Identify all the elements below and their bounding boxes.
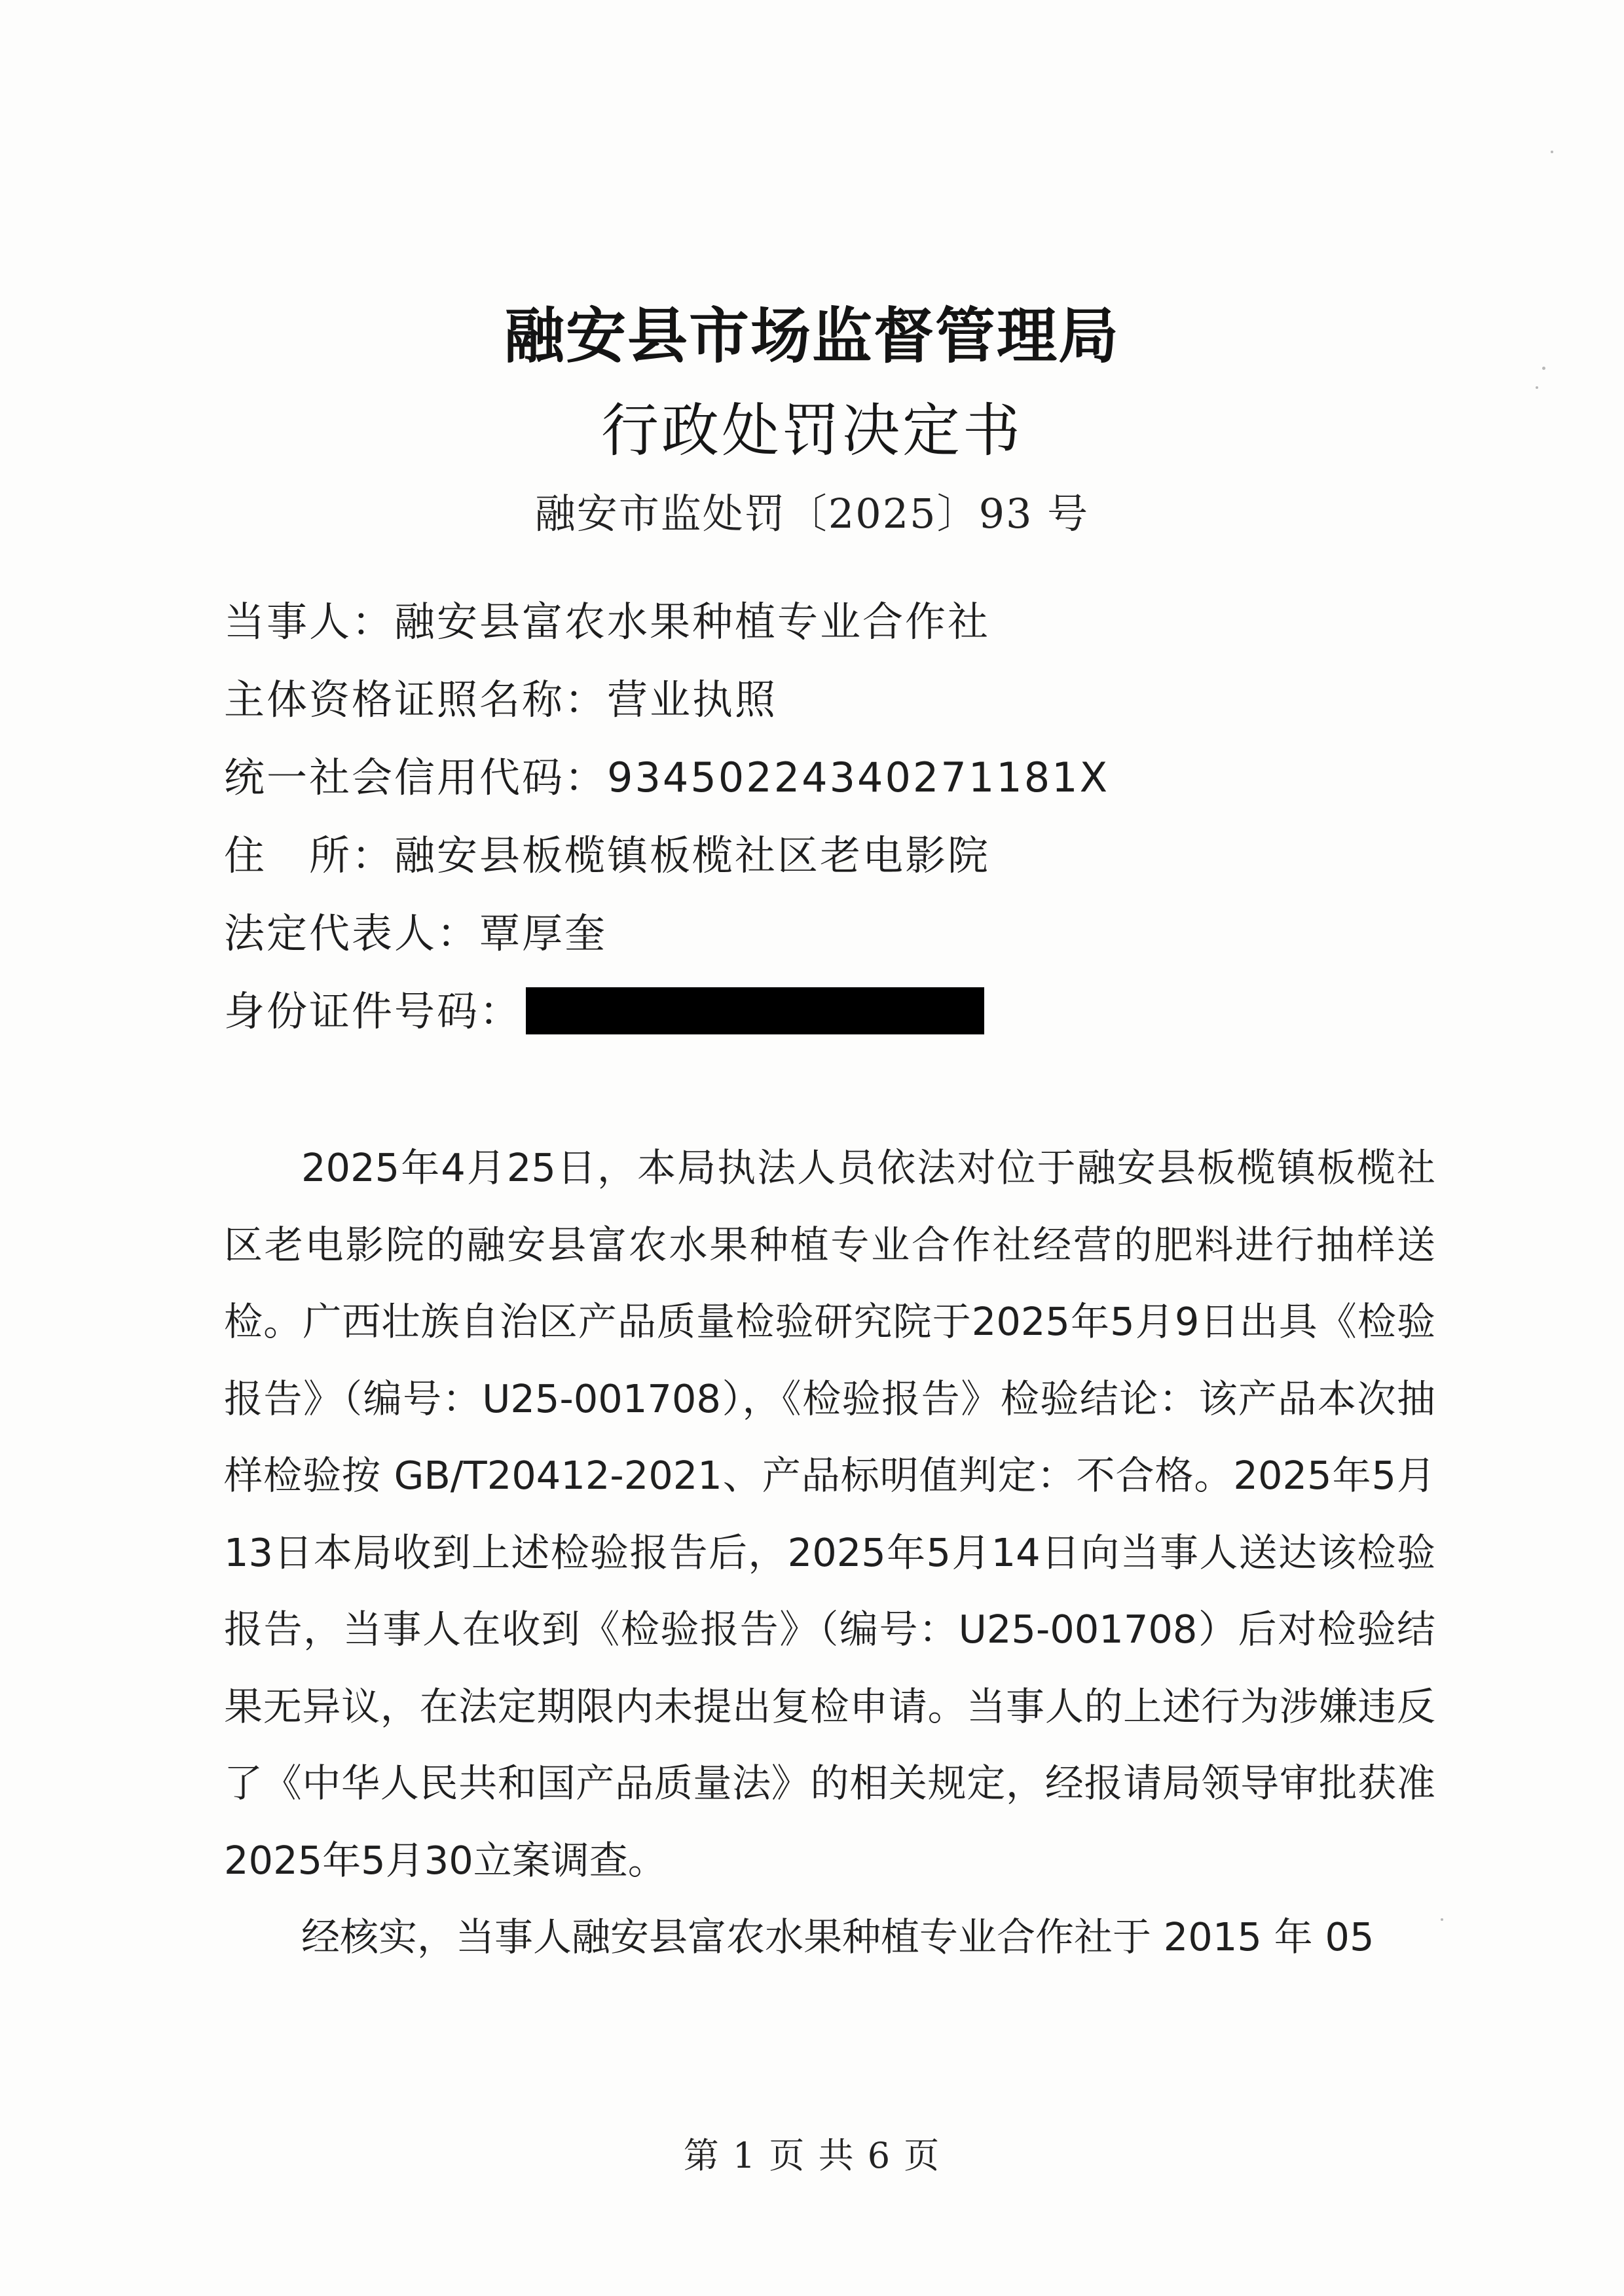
scan-speck <box>1551 151 1553 153</box>
document-number: 融安市监处罚〔2025〕93 号 <box>534 490 1090 538</box>
credit-code-value: 93450224340271181X <box>607 754 1110 801</box>
credit-code-label: 统一社会信用代码： <box>224 754 608 801</box>
page-number: 第 1 页 共 6 页 <box>683 2135 941 2176</box>
license-name-value: 营业执照 <box>607 676 778 723</box>
id-number-redaction <box>526 987 984 1034</box>
license-name-row <box>224 670 1109 748</box>
case-facts-paragraph: 2025年4月25日，本局执法人员依法对位于融安县板榄镇板榄社区老电影院的融安县富农水果种植专业合作社经营的肥料进行抽样送检。广西壮族自治区产品质量检验研究院于2025年5月9日出具《检验报告》（编号：U25-001708），《检验报告》检验结论：该产品本次抽样检验按 GB/T20412-2021、产品标明值判定：不合格。2025年5月13日本局收到上述检验报告后，2025年5月14日向当事人送达该检验报告，当事人在收到《检验报告》（编号：U25-001708）后对检验结果无异议，在法定期限内未提出复检申请。当事人的上述行为涉嫌违反了《中华人民共和国产品质量法》的相关规定，经报请局领导审批获准2025年5月30立案调查。 <box>224 1145 1435 1883</box>
scan-speck <box>1542 367 1545 370</box>
id-number-row <box>224 982 1109 1060</box>
credit-code-row <box>224 748 1109 826</box>
legal-representative-label: 法定代表人： <box>224 909 480 957</box>
legal-representative-value: 覃厚奎 <box>479 909 608 957</box>
scan-speck <box>1441 1918 1443 1921</box>
party-name-row <box>224 592 1109 670</box>
address-label: 住 所： <box>224 831 395 879</box>
address-row <box>224 826 1109 904</box>
decision-body <box>224 1129 1435 1976</box>
party-name-label: 当事人： <box>224 598 395 646</box>
verification-paragraph: 经核实，当事人融安县富农水果种植专业合作社于 2015 年 05 <box>301 1914 1375 1959</box>
license-name-label: 主体资格证照名称： <box>224 676 608 723</box>
party-info <box>224 592 1109 1060</box>
address-value: 融安县板榄镇板榄社区老电影院 <box>394 831 991 879</box>
id-number-label: 身份证件号码： <box>224 987 523 1035</box>
legal-representative-row <box>224 904 1109 982</box>
party-name-value: 融安县富农水果种植专业合作社 <box>394 598 991 646</box>
issuing-authority: 融安县市场监督管理局 <box>504 301 1120 371</box>
scan-speck <box>1536 386 1538 389</box>
document-title: 行政处罚决定书 <box>600 397 1023 464</box>
